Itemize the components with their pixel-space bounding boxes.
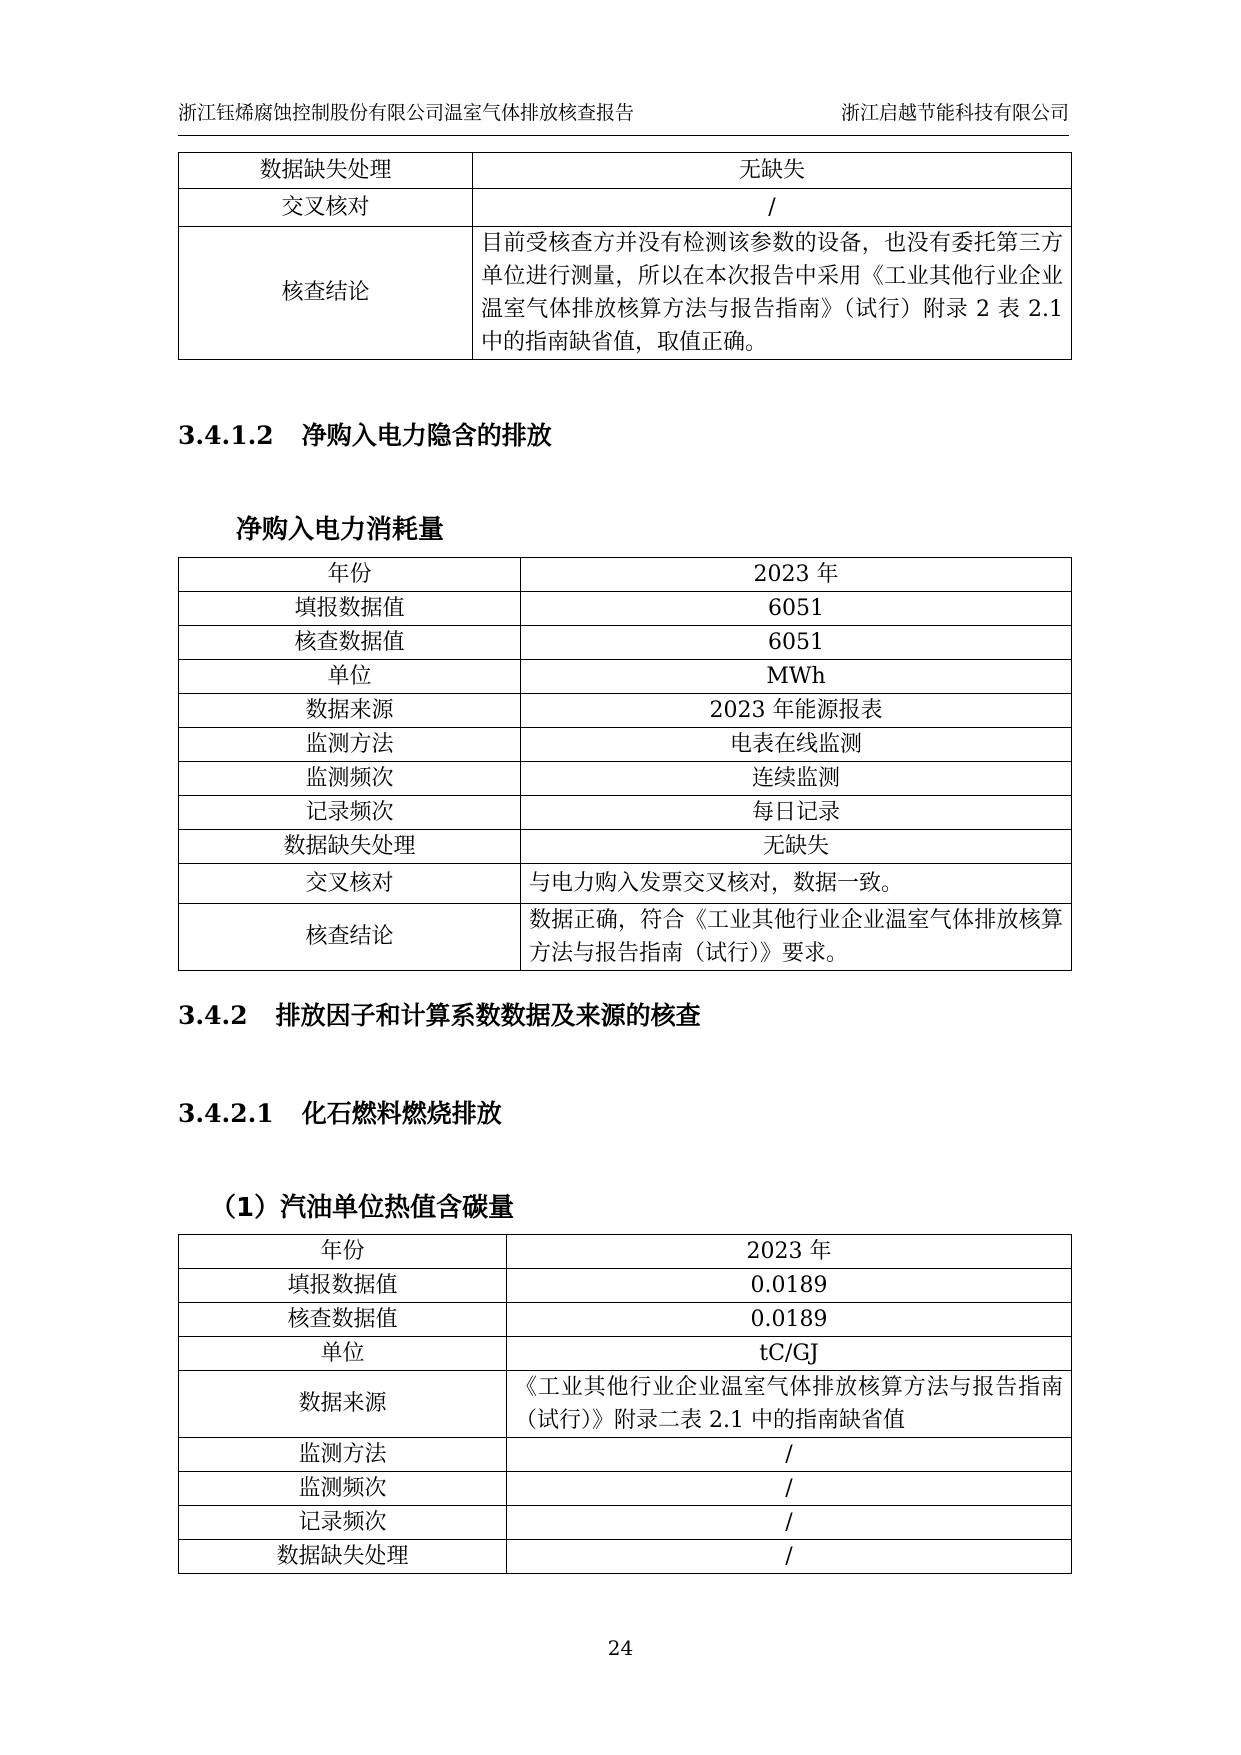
row-label: 核查数据值 xyxy=(179,626,521,660)
table-row xyxy=(179,1371,1072,1438)
section-heading-3421 xyxy=(178,1094,502,1130)
table-row xyxy=(179,153,1072,189)
table-row xyxy=(179,694,1072,728)
page-number: 24 xyxy=(607,1636,634,1660)
row-value: 2023 年能源报表 xyxy=(521,694,1072,728)
row-value: 2023 年 xyxy=(521,558,1072,592)
table-row xyxy=(179,728,1072,762)
table-row xyxy=(179,227,1072,360)
row-label: 年份 xyxy=(179,558,521,592)
row-label: 核查结论 xyxy=(179,904,521,971)
table-row xyxy=(179,1472,1072,1506)
row-value: / xyxy=(473,189,1072,227)
row-value: / xyxy=(507,1438,1072,1472)
table-row xyxy=(179,1506,1072,1540)
row-label: 监测方法 xyxy=(179,1438,507,1472)
row-value: MWh xyxy=(521,660,1072,694)
row-label: 数据缺失处理 xyxy=(179,830,521,864)
table-row xyxy=(179,830,1072,864)
row-value: 目前受核查方并没有检测该参数的设备，也没有委托第三方单位进行测量，所以在本次报告中采用《工业其他行业企业温室气体排放核算方法与报告指南》（试行）附录 2 表 2.1 中的指南缺省值，取值正确。 xyxy=(473,227,1072,360)
subtitle-gasoline: （1）汽油单位热值含碳量 xyxy=(210,1193,515,1223)
table-row xyxy=(179,796,1072,830)
section-number: 3.4.2.1 xyxy=(178,1099,274,1128)
section-heading-3412 xyxy=(178,416,552,452)
table-row xyxy=(179,558,1072,592)
row-label: 记录频次 xyxy=(179,796,521,830)
row-label: 监测频次 xyxy=(179,1472,507,1506)
section-number: 3.4.2 xyxy=(178,1001,248,1030)
row-value: 0.0189 xyxy=(507,1303,1072,1337)
row-value: / xyxy=(507,1540,1072,1574)
row-value: 6051 xyxy=(521,592,1072,626)
row-label: 记录频次 xyxy=(179,1506,507,1540)
page-header xyxy=(178,98,1069,136)
row-label: 单位 xyxy=(179,1337,507,1371)
row-value: 无缺失 xyxy=(521,830,1072,864)
table-row xyxy=(179,189,1072,227)
table-row xyxy=(179,1303,1072,1337)
table-row xyxy=(179,1438,1072,1472)
section-number: 3.4.1.2 xyxy=(178,421,274,450)
table-row xyxy=(179,1337,1072,1371)
table-row xyxy=(179,592,1072,626)
section-title: 化石燃料燃烧排放 xyxy=(301,1099,502,1128)
row-value: 无缺失 xyxy=(473,153,1072,189)
table-electricity xyxy=(178,557,1072,971)
table-row xyxy=(179,626,1072,660)
row-value: 《工业其他行业企业温室气体排放核算方法与报告指南（试行）》附录二表 2.1 中的指南缺省值 xyxy=(507,1371,1072,1438)
table-row xyxy=(179,904,1072,971)
row-label: 数据来源 xyxy=(179,1371,507,1438)
row-label: 数据来源 xyxy=(179,694,521,728)
row-value: 6051 xyxy=(521,626,1072,660)
header-company: 浙江启越节能科技有限公司 xyxy=(840,102,1069,124)
row-label: 交叉核对 xyxy=(179,189,473,227)
table-row xyxy=(179,864,1072,904)
row-label: 数据缺失处理 xyxy=(179,1540,507,1574)
row-value: / xyxy=(507,1506,1072,1540)
row-label: 填报数据值 xyxy=(179,1269,507,1303)
row-label: 核查数据值 xyxy=(179,1303,507,1337)
header-report-title: 浙江钰烯腐蚀控制股份有限公司温室气体排放核查报告 xyxy=(178,102,635,124)
row-label: 单位 xyxy=(179,660,521,694)
row-value: 电表在线监测 xyxy=(521,728,1072,762)
row-label: 填报数据值 xyxy=(179,592,521,626)
row-value: 2023 年 xyxy=(507,1235,1072,1269)
row-label: 监测方法 xyxy=(179,728,521,762)
row-value: / xyxy=(507,1472,1072,1506)
table-continuation xyxy=(178,152,1072,360)
table-gasoline xyxy=(178,1234,1072,1574)
subtitle-electricity: 净购入电力消耗量 xyxy=(236,515,445,545)
row-label: 监测频次 xyxy=(179,762,521,796)
row-value: 连续监测 xyxy=(521,762,1072,796)
row-label: 数据缺失处理 xyxy=(179,153,473,189)
row-label: 核查结论 xyxy=(179,227,473,360)
row-label: 交叉核对 xyxy=(179,864,521,904)
row-value: 与电力购入发票交叉核对，数据一致。 xyxy=(521,864,1072,904)
section-heading-342 xyxy=(178,996,701,1032)
table-row xyxy=(179,1235,1072,1269)
section-title: 排放因子和计算系数数据及来源的核查 xyxy=(275,1001,701,1030)
table-row xyxy=(179,660,1072,694)
row-label: 年份 xyxy=(179,1235,507,1269)
section-title: 净购入电力隐含的排放 xyxy=(301,421,552,450)
row-value: 数据正确，符合《工业其他行业企业温室气体排放核算方法与报告指南（试行）》要求。 xyxy=(521,904,1072,971)
row-value: 0.0189 xyxy=(507,1269,1072,1303)
row-value: tC/GJ xyxy=(507,1337,1072,1371)
table-row xyxy=(179,1540,1072,1574)
table-row xyxy=(179,762,1072,796)
row-value: 每日记录 xyxy=(521,796,1072,830)
table-row xyxy=(179,1269,1072,1303)
